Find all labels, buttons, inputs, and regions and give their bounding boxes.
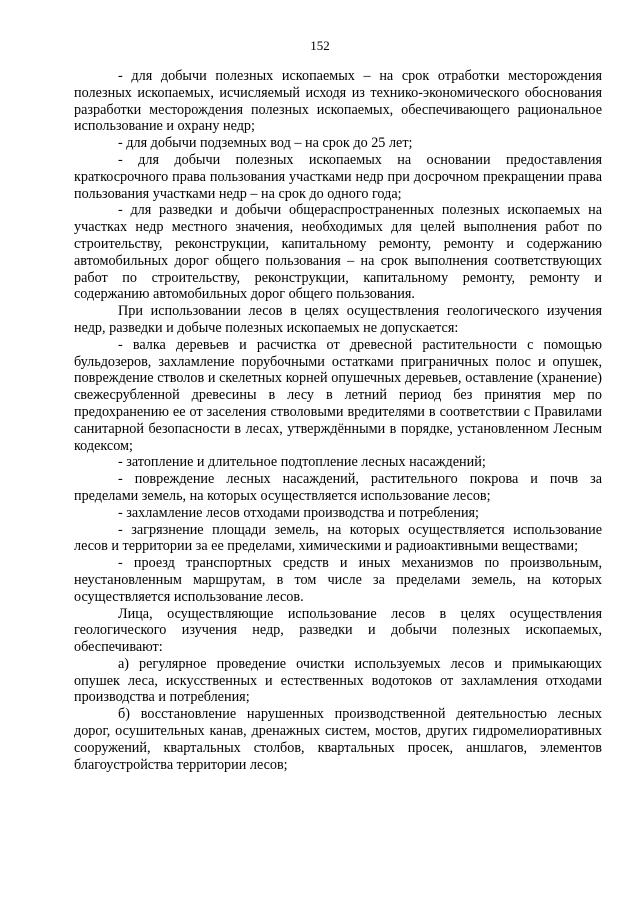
paragraph: - валка деревьев и расчистка от древесной растительности с помощью бульдозеров, захламление порубочными остатками приграничных полос и опушек, повреждение стволов и скелетных корней опушечных деревьев, оставление (хранение) свежесрубленной древесины в лесу в летний период без принятия мер по предохранению ее от заселения стволовыми вредителями в соответствии с Правилами санитарной безопасности в лесах, утверждёнными в порядке, установленном Лесным кодексом;: [74, 336, 602, 454]
paragraph: - загрязнение площади земель, на которых осуществляется использование лесов и территории за ее пределами, химическими и радиоактивными веществами;: [74, 521, 602, 555]
paragraph: - повреждение лесных насаждений, растительного покрова и почв за пределами земель, на которых осуществляется использование лесов;: [74, 471, 602, 504]
document-body: [74, 68, 602, 773]
page-number: 152: [310, 38, 330, 53]
paragraph: - для добычи полезных ископаемых на основании предоставления краткосрочного права пользования участками недр при досрочном прекращении права пользования участками недр – на срок до одного года;: [74, 151, 602, 202]
paragraph: - для разведки и добычи общераспространенных полезных ископаемых на участках недр местного значения, необходимых для целей выполнения работ по строительству, реконструкции, капитальному ремонту, ремонту и содержанию автомобильных дорог общего пользования – на срок выполнения соответствующих работ по строительству, реконструкции, капитальному ремонту, ремонту и содержанию автомобильных дорог общего пользования.: [74, 202, 602, 303]
paragraph: - для добычи полезных ископаемых – на срок отработки месторождения полезных ископаемых, исчисляемый исходя из технико-экономического обоснования разработки месторождения полезных ископаемых, обеспечивающего рациональное использование и охрану недр;: [74, 68, 602, 135]
paragraph: - проезд транспортных средств и иных механизмов по произвольным, неустановленным маршрутам, в том числе за пределами земель, на которых осуществляется использование лесов.: [74, 555, 602, 605]
paragraph: - для добычи подземных вод – на срок до 25 лет;: [118, 135, 413, 152]
paragraph: При использовании лесов в целях осуществления геологического изучения недр, разведки и добыче полезных ископаемых не допускается:: [74, 303, 602, 336]
paragraph: Лица, осуществляющие использование лесов в целях осуществления геологического изучения недр, разведки и добычи полезных ископаемых, обеспечивают:: [74, 605, 602, 656]
paragraph: а) регулярное проведение очистки используемых лесов и примыкающих опушек леса, искусственных и естественных водотоков от захламления отходами производства и потребления;: [74, 655, 602, 706]
paragraph: - затопление и длительное подтопление лесных насаждений;: [118, 454, 486, 471]
paragraph: б) восстановление нарушенных производственной деятельностью лесных дорог, осушительных канав, дренажных систем, мостов, других гидромелиоративных сооружений, квартальных столбов, квартальных просек, аншлагов, элементов благоустройства территории лесов;: [74, 706, 602, 773]
paragraph: - захламление лесов отходами производства и потребления;: [118, 504, 480, 521]
